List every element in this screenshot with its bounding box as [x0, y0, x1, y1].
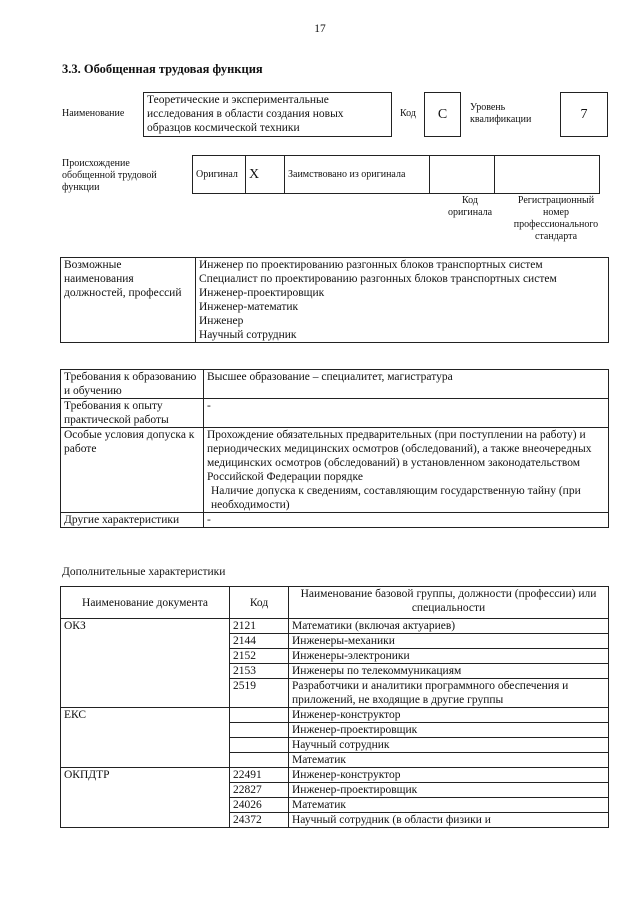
additional-title: Дополнительные характеристики — [62, 566, 226, 578]
origin-table — [192, 155, 600, 194]
table-row-code — [230, 753, 289, 768]
positions-list — [196, 258, 609, 343]
position-item: Инженер — [199, 315, 244, 327]
position-item: Инженер-проектировщик — [199, 287, 325, 299]
table-row-name: Научный сотрудник (в области физики и — [289, 813, 609, 828]
table-row-name: Математики (включая актуариев) — [289, 619, 609, 634]
additional-table — [60, 586, 609, 828]
code-value: С — [437, 107, 448, 122]
borrowed-label: Заимствовано из оригинала — [285, 156, 430, 194]
table-row-name: Инженеры по телекоммуникациям — [289, 664, 609, 679]
table-row-code: 22827 — [230, 783, 289, 798]
position-item: Инженер по проектированию разгонных блоков транспортных систем — [199, 259, 543, 271]
req-value: Высшее образование – специалитет, магистратура — [204, 370, 609, 399]
req-label: Требования к опыту практической работы — [61, 399, 204, 428]
table-row-name: Инженер-конструктор — [289, 708, 609, 723]
table-row-name: Математик — [289, 753, 609, 768]
table-row-code: 2144 — [230, 634, 289, 649]
name-label: Наименование — [62, 108, 125, 119]
table-row-name: Инженер-проектировщик — [289, 783, 609, 798]
table-row-code: 2152 — [230, 649, 289, 664]
page-number: 17 — [314, 23, 326, 35]
table-row-code — [230, 723, 289, 738]
reg-number-cell — [495, 156, 600, 194]
table-row-name: Инженер-конструктор — [289, 768, 609, 783]
req-label: Требования к образованию и обучению — [61, 370, 204, 399]
original-label: Оригинал — [193, 156, 246, 194]
position-item: Научный сотрудник — [199, 329, 297, 341]
position-item: Специалист по проектированию разгонных блоков транспортных систем — [199, 273, 557, 285]
table-row-code: 2519 — [230, 679, 289, 708]
req-label: Другие характеристики — [61, 513, 204, 528]
code-label: Код — [400, 108, 416, 119]
table-row-name: Разработчики и аналитики программного обеспечения и приложений, не входящие в другие группы — [289, 679, 609, 708]
table-row-code: 2121 — [230, 619, 289, 634]
req-value — [204, 428, 609, 513]
positions-table — [60, 257, 609, 343]
col-header-code: Код — [230, 587, 289, 619]
original-code-cell — [430, 156, 495, 194]
req-value: - — [204, 513, 609, 528]
req-value: - — [204, 399, 609, 428]
origin-label: Происхождение обобщенной трудовой функции — [62, 158, 157, 193]
reg-caption: Регистрационный номер профессионального стандарта — [513, 195, 599, 242]
positions-label: Возможные наименования должностей, профессий — [61, 258, 196, 343]
table-row-name: Математик — [289, 798, 609, 813]
function-name-value: Теоретические и экспериментальные исследования в области создания новых образцов космической техники — [147, 94, 344, 134]
section-title: 3.3. Обобщенная трудовая функция — [62, 62, 263, 76]
function-name-box — [143, 92, 392, 137]
table-row-code: 24372 — [230, 813, 289, 828]
level-box — [560, 92, 608, 137]
table-row-code — [230, 708, 289, 723]
req-medical-text: Прохождение обязательных предварительных (при поступлении на работу) и периодических медицинских осмотров (обследований), а также внеочередных медицинских осмотров (обследований) в установленном законодательством Российской Федерации порядке — [207, 429, 592, 483]
doc-okz: ОКЗ — [61, 619, 230, 708]
table-row-code: 2153 — [230, 664, 289, 679]
col-header-name: Наименование базовой группы, должности (профессии) или специальности — [289, 587, 609, 619]
code-box — [424, 92, 461, 137]
requirements-table — [60, 369, 609, 528]
table-row-name: Научный сотрудник — [289, 738, 609, 753]
table-row-code: 24026 — [230, 798, 289, 813]
level-value: 7 — [580, 107, 588, 122]
code-caption: Код оригинала — [447, 195, 493, 218]
original-mark: X — [246, 156, 285, 194]
table-row-code — [230, 738, 289, 753]
req-label: Особые условия допуска к работе — [61, 428, 204, 513]
req-clearance-text: Наличие допуска к сведениям, составляющим государственную тайну (при необходимости) — [211, 485, 581, 511]
table-row-name: Инженеры-механики — [289, 634, 609, 649]
col-header-doc: Наименование документа — [61, 587, 230, 619]
table-row-code: 22491 — [230, 768, 289, 783]
position-item: Инженер-математик — [199, 301, 299, 313]
table-row-name: Инженеры-электроники — [289, 649, 609, 664]
doc-eks: ЕКС — [61, 708, 230, 768]
doc-okpdtr: ОКПДТР — [61, 768, 230, 828]
level-label: Уровень квалификации — [470, 102, 532, 125]
table-row-name: Инженер-проектировщик — [289, 723, 609, 738]
